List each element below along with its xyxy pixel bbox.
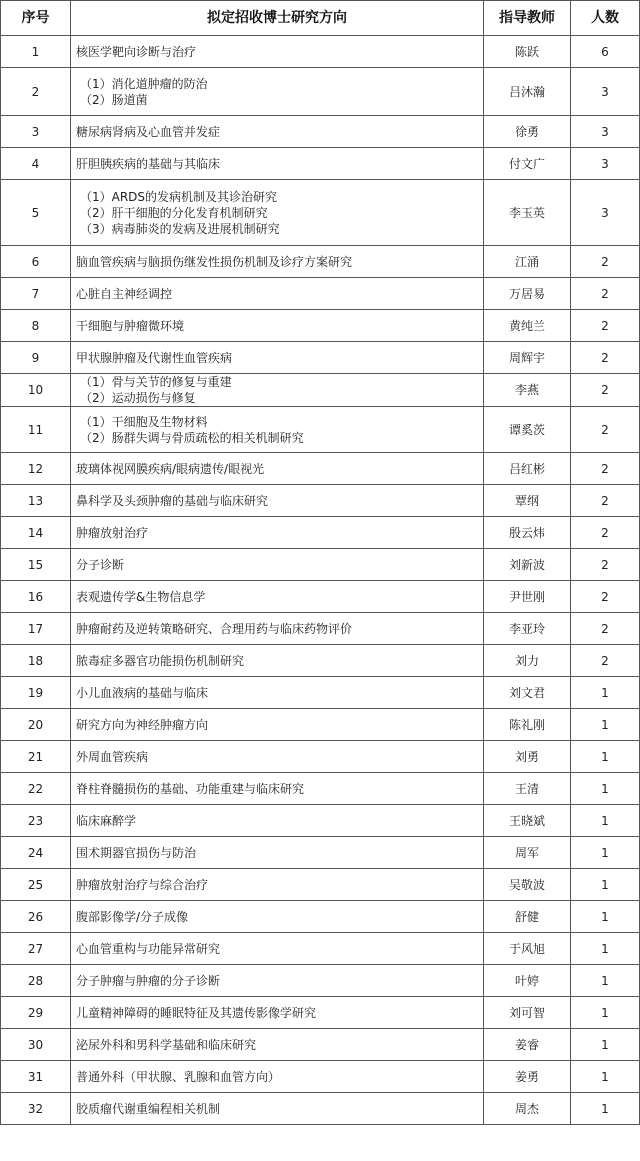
direction-line: 儿童精神障碍的睡眠特征及其遗传影像学研究 — [76, 1005, 317, 1020]
research-direction — [71, 837, 484, 869]
quota-count: 1 — [571, 709, 640, 741]
row-number: 30 — [1, 1029, 71, 1061]
table-row — [1, 374, 640, 407]
table-row — [1, 645, 640, 677]
supervisor-name: 万居易 — [484, 278, 571, 310]
supervisor-name: 刘勇 — [484, 741, 571, 773]
direction-line: 肿瘤放射治疗与综合治疗 — [76, 877, 209, 892]
row-number: 22 — [1, 773, 71, 805]
table-row — [1, 773, 640, 805]
research-direction — [71, 148, 484, 180]
table-row — [1, 278, 640, 310]
table-row — [1, 581, 640, 613]
direction-line: （2）肠群失调与骨质疏松的相关机制研究 — [80, 430, 304, 445]
research-direction — [71, 869, 484, 901]
row-number: 20 — [1, 709, 71, 741]
direction-line: 肿瘤耐药及逆转策略研究、合理用药与临床药物评价 — [76, 621, 353, 636]
direction-line: 泌尿外科和男科学基础和临床研究 — [76, 1037, 257, 1052]
row-number: 25 — [1, 869, 71, 901]
supervisor-name: 周辉宇 — [484, 342, 571, 374]
supervisor-name: 舒健 — [484, 901, 571, 933]
direction-line: （2）肝干细胞的分化发育机制研究 — [80, 205, 268, 220]
direction-line: 表观遗传学&生物信息学 — [76, 589, 206, 604]
table-row — [1, 246, 640, 278]
direction-line: 普通外科（甲状腺、乳腺和血管方向） — [76, 1069, 281, 1084]
research-direction — [71, 68, 484, 116]
table-row — [1, 901, 640, 933]
row-number: 23 — [1, 805, 71, 837]
research-direction — [71, 997, 484, 1029]
quota-count: 3 — [571, 68, 640, 116]
quota-count: 2 — [571, 278, 640, 310]
research-direction — [71, 246, 484, 278]
table-row — [1, 180, 640, 246]
row-number: 14 — [1, 517, 71, 549]
table-row — [1, 1093, 640, 1125]
direction-line: 腹部影像学/分子成像 — [76, 909, 189, 924]
research-direction — [71, 342, 484, 374]
quota-count: 6 — [571, 36, 640, 68]
quota-count: 1 — [571, 965, 640, 997]
quota-count: 2 — [571, 407, 640, 453]
table-row — [1, 36, 640, 68]
research-direction — [71, 1029, 484, 1061]
quota-count: 1 — [571, 869, 640, 901]
row-number: 27 — [1, 933, 71, 965]
row-number: 7 — [1, 278, 71, 310]
row-number: 5 — [1, 180, 71, 246]
research-direction — [71, 1061, 484, 1093]
quota-count: 1 — [571, 677, 640, 709]
table-row — [1, 805, 640, 837]
research-direction — [71, 407, 484, 453]
row-number: 24 — [1, 837, 71, 869]
direction-line: 外周血管疾病 — [76, 749, 149, 764]
research-direction — [71, 741, 484, 773]
research-direction — [71, 485, 484, 517]
direction-line: 分子诊断 — [76, 557, 125, 572]
research-direction — [71, 773, 484, 805]
table-row — [1, 148, 640, 180]
table-row — [1, 677, 640, 709]
direction-line: （3）病毒肺炎的发病及进展机制研究 — [80, 221, 280, 236]
supervisor-name: 吕红彬 — [484, 453, 571, 485]
table-row — [1, 1061, 640, 1093]
table-row — [1, 549, 640, 581]
supervisor-name: 刘力 — [484, 645, 571, 677]
supervisor-name: 于风旭 — [484, 933, 571, 965]
quota-count: 3 — [571, 116, 640, 148]
direction-line: 心血管重构与功能异常研究 — [76, 941, 221, 956]
table-row — [1, 965, 640, 997]
research-direction — [71, 278, 484, 310]
research-direction — [71, 1093, 484, 1125]
supervisor-name: 陈礼刚 — [484, 709, 571, 741]
row-number: 2 — [1, 68, 71, 116]
quota-count: 1 — [571, 933, 640, 965]
supervisor-name: 谭奚茨 — [484, 407, 571, 453]
research-direction — [71, 709, 484, 741]
quota-count: 1 — [571, 1061, 640, 1093]
row-number: 1 — [1, 36, 71, 68]
table-row — [1, 517, 640, 549]
research-direction — [71, 116, 484, 148]
row-number: 6 — [1, 246, 71, 278]
research-direction — [71, 645, 484, 677]
quota-count: 3 — [571, 148, 640, 180]
supervisor-name: 刘新波 — [484, 549, 571, 581]
table-row — [1, 407, 640, 453]
quota-count: 1 — [571, 773, 640, 805]
direction-line: 脑血管疾病与脑损伤继发性损伤机制及诊疗方案研究 — [76, 254, 353, 269]
supervisor-name: 王清 — [484, 773, 571, 805]
table-row — [1, 310, 640, 342]
header-supervisor: 指导教师 — [484, 1, 571, 36]
supervisor-name: 姜勇 — [484, 1061, 571, 1093]
row-number: 31 — [1, 1061, 71, 1093]
row-number: 10 — [1, 374, 71, 407]
quota-count: 1 — [571, 805, 640, 837]
direction-line: 分子肿瘤与肿瘤的分子诊断 — [76, 973, 221, 988]
table-row — [1, 68, 640, 116]
table-row — [1, 997, 640, 1029]
direction-line: 脊柱脊髓损伤的基础、功能重建与临床研究 — [76, 781, 305, 796]
supervisor-name: 叶婷 — [484, 965, 571, 997]
row-number: 21 — [1, 741, 71, 773]
direction-line: 糖尿病肾病及心血管并发症 — [76, 124, 221, 139]
row-number: 18 — [1, 645, 71, 677]
research-direction — [71, 613, 484, 645]
direction-line: （1）消化道肿瘤的防治 — [80, 76, 208, 91]
supervisor-name: 周军 — [484, 837, 571, 869]
quota-count: 2 — [571, 549, 640, 581]
research-direction — [71, 517, 484, 549]
quota-count: 2 — [571, 374, 640, 407]
row-number: 13 — [1, 485, 71, 517]
direction-line: 甲状腺肿瘤及代谢性血管疾病 — [76, 350, 233, 365]
research-direction — [71, 965, 484, 997]
quota-count: 2 — [571, 453, 640, 485]
research-direction — [71, 374, 484, 407]
table-row — [1, 485, 640, 517]
direction-line: 核医学靶向诊断与治疗 — [76, 44, 197, 59]
row-number: 15 — [1, 549, 71, 581]
direction-line: 围术期器官损伤与防治 — [76, 845, 197, 860]
research-direction — [71, 901, 484, 933]
quota-count: 1 — [571, 997, 640, 1029]
row-number: 28 — [1, 965, 71, 997]
direction-line: （1）干细胞及生物材料 — [80, 414, 208, 429]
table-row — [1, 342, 640, 374]
research-direction — [71, 180, 484, 246]
quota-count: 1 — [571, 837, 640, 869]
direction-line: 胶质瘤代谢重编程相关机制 — [76, 1101, 221, 1116]
research-direction — [71, 677, 484, 709]
table-row — [1, 869, 640, 901]
row-number: 32 — [1, 1093, 71, 1125]
row-number: 29 — [1, 997, 71, 1029]
quota-count: 1 — [571, 1029, 640, 1061]
row-number: 3 — [1, 116, 71, 148]
quota-count: 2 — [571, 613, 640, 645]
supervisor-name: 殷云炜 — [484, 517, 571, 549]
header-row — [1, 1, 640, 36]
research-direction — [71, 549, 484, 581]
supervisor-name: 江涌 — [484, 246, 571, 278]
direction-line: 肿瘤放射治疗 — [76, 525, 149, 540]
table-row — [1, 453, 640, 485]
direction-line: 干细胞与肿瘤微环境 — [76, 318, 185, 333]
supervisor-name: 黄纯兰 — [484, 310, 571, 342]
table-row — [1, 741, 640, 773]
quota-count: 2 — [571, 342, 640, 374]
supervisor-name: 刘文君 — [484, 677, 571, 709]
direction-line: 临床麻醉学 — [76, 813, 137, 828]
quota-count: 1 — [571, 741, 640, 773]
supervisor-name: 李亚玲 — [484, 613, 571, 645]
table-row — [1, 709, 640, 741]
research-direction — [71, 933, 484, 965]
research-direction — [71, 581, 484, 613]
table-row — [1, 1029, 640, 1061]
header-direction: 拟定招收博士研究方向 — [71, 1, 484, 36]
row-number: 17 — [1, 613, 71, 645]
supervisor-name: 覃纲 — [484, 485, 571, 517]
quota-count: 2 — [571, 645, 640, 677]
table-row — [1, 933, 640, 965]
supervisor-name: 吴敬波 — [484, 869, 571, 901]
supervisor-name: 王晓斌 — [484, 805, 571, 837]
direction-line: 小儿血液病的基础与临床 — [76, 685, 209, 700]
direction-line: 脓毒症多器官功能损伤机制研究 — [76, 653, 245, 668]
quota-count: 2 — [571, 581, 640, 613]
direction-line: 肝胆胰疾病的基础与其临床 — [76, 156, 221, 171]
quota-count: 1 — [571, 1093, 640, 1125]
row-number: 16 — [1, 581, 71, 613]
research-direction — [71, 805, 484, 837]
table-row — [1, 613, 640, 645]
table-row — [1, 116, 640, 148]
supervisor-name: 陈跃 — [484, 36, 571, 68]
direction-line: 研究方向为神经肿瘤方向 — [76, 717, 209, 732]
supervisor-name: 吕沐瀚 — [484, 68, 571, 116]
direction-line: 玻璃体视网膜疾病/眼病遗传/眼视光 — [76, 461, 265, 476]
row-number: 9 — [1, 342, 71, 374]
direction-line: （2）运动损伤与修复 — [80, 391, 196, 405]
quota-count: 1 — [571, 901, 640, 933]
supervisor-name: 付文广 — [484, 148, 571, 180]
supervisor-name: 李玉英 — [484, 180, 571, 246]
supervisor-name: 周杰 — [484, 1093, 571, 1125]
direction-line: （1）ARDS的发病机制及其诊治研究 — [80, 189, 278, 204]
supervisor-name: 姜睿 — [484, 1029, 571, 1061]
quota-count: 2 — [571, 246, 640, 278]
row-number: 19 — [1, 677, 71, 709]
direction-line: 鼻科学及头颈肿瘤的基础与临床研究 — [76, 493, 269, 508]
research-direction — [71, 36, 484, 68]
row-number: 8 — [1, 310, 71, 342]
quota-count: 2 — [571, 310, 640, 342]
direction-line: 心脏自主神经调控 — [76, 286, 173, 301]
research-direction — [71, 453, 484, 485]
header-count: 人数 — [571, 1, 640, 36]
supervisor-name: 李燕 — [484, 374, 571, 407]
supervisor-name: 徐勇 — [484, 116, 571, 148]
row-number: 11 — [1, 407, 71, 453]
row-number: 12 — [1, 453, 71, 485]
table-row — [1, 837, 640, 869]
quota-count: 2 — [571, 485, 640, 517]
row-number: 4 — [1, 148, 71, 180]
supervisor-name: 尹世刚 — [484, 581, 571, 613]
research-direction — [71, 310, 484, 342]
quota-count: 3 — [571, 180, 640, 246]
quota-count: 2 — [571, 517, 640, 549]
direction-line: （2）肠道菌 — [80, 92, 148, 107]
direction-line: （1）骨与关节的修复与重建 — [80, 375, 232, 389]
header-number: 序号 — [1, 1, 71, 36]
row-number: 26 — [1, 901, 71, 933]
table-body — [1, 36, 640, 1125]
supervisor-name: 刘可智 — [484, 997, 571, 1029]
